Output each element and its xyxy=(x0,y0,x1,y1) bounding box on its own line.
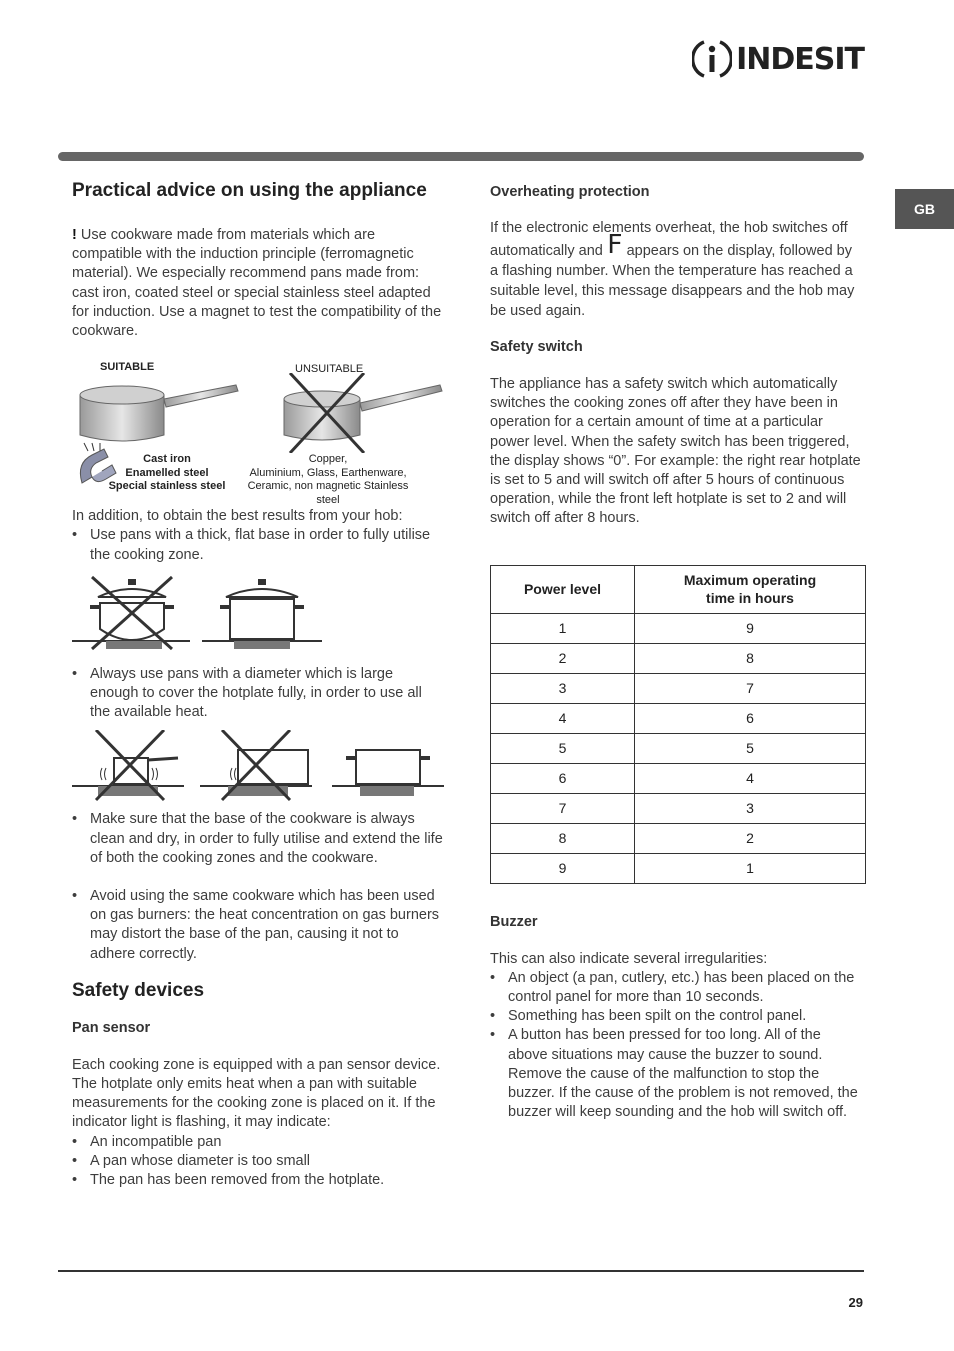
advice-item-clean-base: • Make sure that the base of the cookware is always clean and dry, in order to fully utilise and extend the life of both the cooking zones and the cookware. xyxy=(72,810,444,868)
advice-list-2 xyxy=(72,665,444,723)
table-header-row xyxy=(491,565,866,613)
brand-logo xyxy=(692,38,864,80)
unsuitable-item: Copper, xyxy=(308,453,348,466)
table-cell: 8 xyxy=(635,643,866,673)
table-row xyxy=(491,763,866,793)
cookware-suitability-figure xyxy=(72,359,444,506)
column-header-max-time xyxy=(635,565,866,613)
advice-list-1 xyxy=(72,526,444,564)
table-cell: 5 xyxy=(635,733,866,763)
subheading-safety-switch: Safety switch xyxy=(490,339,583,355)
unsuitable-label: UNSUITABLE xyxy=(295,363,364,376)
bottom-divider xyxy=(58,1270,864,1272)
suitable-item: Cast iron xyxy=(143,453,191,466)
overheat-text-part1: If the electronic elements overheat, the hob switches off automatically and xyxy=(490,220,848,259)
top-divider xyxy=(58,152,864,161)
brand-name: INDESIT xyxy=(736,41,864,77)
page-number: 29 xyxy=(848,1295,863,1310)
pan-sensor-item: • An incompatible pan xyxy=(72,1133,444,1152)
table-row xyxy=(491,733,866,763)
table-cell: 1 xyxy=(491,613,635,643)
table-cell: 2 xyxy=(491,643,635,673)
table-cell: 7 xyxy=(491,793,635,823)
table-cell: 3 xyxy=(491,673,635,703)
subheading-overheating: Overheating protection xyxy=(490,184,650,200)
advice-item-diameter: • Always use pans with a diameter which is large enough to cover the hotplate fully, in order to use all the available heat. xyxy=(72,665,444,723)
pan-sensor-list xyxy=(72,1133,444,1191)
table-cell: 6 xyxy=(491,763,635,793)
column-header-power-level: Power level xyxy=(491,565,635,613)
table-cell: 6 xyxy=(635,703,866,733)
pan-diameter-icon xyxy=(72,730,444,802)
subheading-pan-sensor: Pan sensor xyxy=(72,1019,151,1036)
left-column xyxy=(72,180,444,1190)
buzzer-item: • A button has been pressed for too long. All of the above situations may cause the buzzer to sound. Remove the cause of the malfunction to stop the buzzer. If the cause of the problem is not removed, the buzzer will keep sounding and the hob will switch off. xyxy=(490,1026,864,1122)
safety-switch-text: The appliance has a safety switch which automatically switches the cooking zones off after they have been in operation for a certain amount of time at a particular power level. When the safety switch has been triggered, the display shows “0”. For example: the right rear hotplate is set to 5 and will switch off after 5 hours of continuous operation, while the front left hotplate is set to 2 and will switch off after 8 hours. xyxy=(490,376,861,527)
table-cell: 9 xyxy=(635,613,866,643)
suitable-materials xyxy=(102,453,232,494)
column-header-line: Maximum operating xyxy=(683,572,817,589)
unsuitable-item: Aluminium, Glass, Earthenware, xyxy=(249,466,407,479)
display-f-symbol: F xyxy=(606,230,623,260)
pan-sensor-item: • The pan has been removed from the hotplate. xyxy=(72,1171,444,1190)
flat-base-pans-icon xyxy=(72,573,444,655)
intro-paragraph xyxy=(72,226,444,341)
advice-list-3 xyxy=(72,810,444,963)
indesit-logo-icon xyxy=(692,38,732,80)
buzzer-list xyxy=(490,969,864,1123)
buzzer-item: • Something has been spilt on the control panel. xyxy=(490,1007,864,1026)
language-tab: GB xyxy=(895,189,954,229)
suitable-label: SUITABLE xyxy=(100,361,155,374)
right-column xyxy=(490,180,864,1122)
table-row xyxy=(491,823,866,853)
table-cell: 4 xyxy=(491,703,635,733)
table-cell: 4 xyxy=(635,763,866,793)
cookware-pans-icon xyxy=(72,373,444,453)
intro-text: Use cookware made from materials which are compatible with the induction principle (ferromagnetic material). We especially recommend pans made from: cast iron, coated steel or special stainless steel adapted for induction. Use a magnet to test the compatibility of the cookware. xyxy=(72,227,442,340)
table-cell: 9 xyxy=(491,853,635,883)
suitable-item: Special stainless steel xyxy=(108,480,226,493)
section-heading-safety-devices: Safety devices xyxy=(72,979,205,1001)
table-cell: 5 xyxy=(491,733,635,763)
suitable-item: Enamelled steel xyxy=(125,466,209,479)
table-row xyxy=(491,793,866,823)
power-level-table xyxy=(490,565,866,884)
table-cell: 1 xyxy=(635,853,866,883)
overheat-text-part2: appears on the display, followed by a flashing number. When the temperature has reached a suitable level, this message disappears and the hob may be used again. xyxy=(490,243,855,319)
pan-sensor-text: Each cooking zone is equipped with a pan sensor device. The hotplate only emits heat when a pan with suitable measurements for the cooking zone is placed on it. If the indicator light is flashing, it may indicate: xyxy=(72,1056,441,1131)
table-cell: 2 xyxy=(635,823,866,853)
column-header-line: time in hours xyxy=(706,590,794,607)
table-row xyxy=(491,673,866,703)
buzzer-item: • An object (a pan, cutlery, etc.) has been placed on the control panel for more than 10 seconds. xyxy=(490,969,864,1007)
table-row xyxy=(491,853,866,883)
warning-mark: ! xyxy=(72,227,77,243)
table-row xyxy=(491,643,866,673)
section-heading-practical-advice: Practical advice on using the appliance xyxy=(72,180,427,201)
overheat-text xyxy=(490,218,864,321)
table-row xyxy=(491,703,866,733)
table-cell: 8 xyxy=(491,823,635,853)
results-intro: In addition, to obtain the best results from your hob: xyxy=(72,508,403,525)
advice-item-gas-burners: • Avoid using the same cookware which has been used on gas burners: the heat concentration on gas burners may distort the base of the pan, causing it not to adhere correctly. xyxy=(72,887,444,964)
unsuitable-materials xyxy=(238,453,418,507)
subheading-buzzer: Buzzer xyxy=(490,913,538,930)
table-cell: 3 xyxy=(635,793,866,823)
advice-item-flat-base: • Use pans with a thick, flat base in order to fully utilise the cooking zone. xyxy=(72,526,444,564)
table-cell: 7 xyxy=(635,673,866,703)
unsuitable-item: Ceramic, non magnetic Stainless steel xyxy=(247,480,409,506)
buzzer-text: This can also indicate several irregularities: xyxy=(490,950,768,967)
table-row xyxy=(491,613,866,643)
pan-sensor-item: • A pan whose diameter is too small xyxy=(72,1152,444,1171)
